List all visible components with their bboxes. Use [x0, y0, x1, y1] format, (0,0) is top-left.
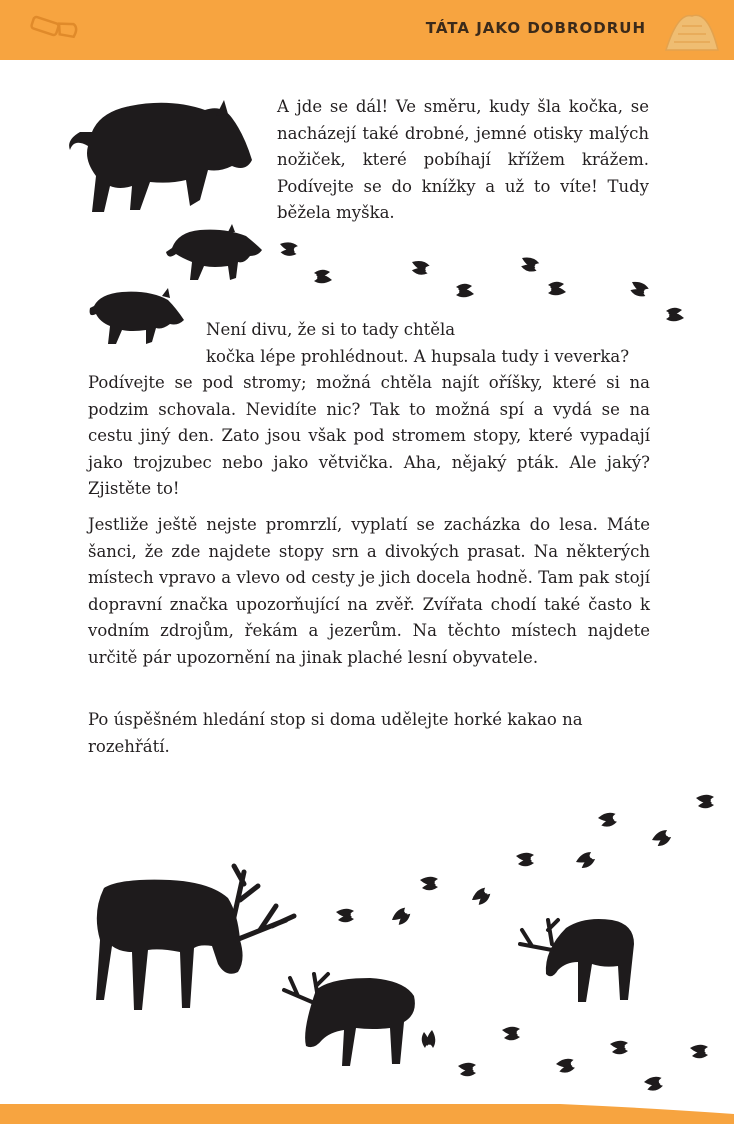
paragraph-squirrel-line2: kočka lépe prohlédnout. A hupsala tudy i veverka?: [206, 347, 630, 366]
deer-large: [96, 866, 294, 1010]
paragraph-squirrel-line1: Není divu, že si to tady chtěla: [206, 320, 456, 339]
boar-tracks: [278, 241, 684, 321]
deer-middle: [284, 974, 415, 1066]
wild-boar-large: [69, 100, 252, 212]
wild-boar-small: [90, 288, 184, 344]
wild-boar-medium: [166, 224, 262, 280]
footer-band: [0, 1104, 734, 1124]
deer-right: [520, 919, 634, 1002]
paragraph-squirrel-rest: Podívejte se pod stromy; možná chtěla najít oříšky, které si na podzim schovala. Nevidíte nic? Tak to možná spí a vydá se na cestu jiný den. Zato jsou však pod stromem stopy, které vypadají jako trojzubec nebo jako větvička. Aha, nějaký pták. Ale jaký? Zjistěte to!: [88, 373, 650, 498]
running-header-title: TÁTA JAKO DOBRODRUH: [425, 19, 646, 37]
paragraph-forest-walk: Jestliže ještě nejste promrzlí, vyplatí se zacházka do lesa. Máte šanci, že zde najdete stopy srn a divokých prasat. Na některých místech vpravo a vlevo od cesty je jich docela hodně. Tam pak stojí dopravní značka upozorňující na zvěř. Zvířata chodí také často k vodním zdrojům, řekám a jezerům. Na těchto místech najdete určitě pár upozornění na jinak plaché lesní obyvatele.: [88, 515, 650, 667]
paragraph-cocoa: Po úspěšném hledání stop si doma udělejte horké kakao na rozehřátí.: [88, 710, 583, 756]
paragraph-mouse-tracks: A jde se dál! Ve směru, kudy šla kočka, se nacházejí také drobné, jemné otisky malých nožiček, které pobíhají křížem krážem. Podívejte se do knížky a už to víte! Tudy běžela myška.: [277, 97, 649, 222]
